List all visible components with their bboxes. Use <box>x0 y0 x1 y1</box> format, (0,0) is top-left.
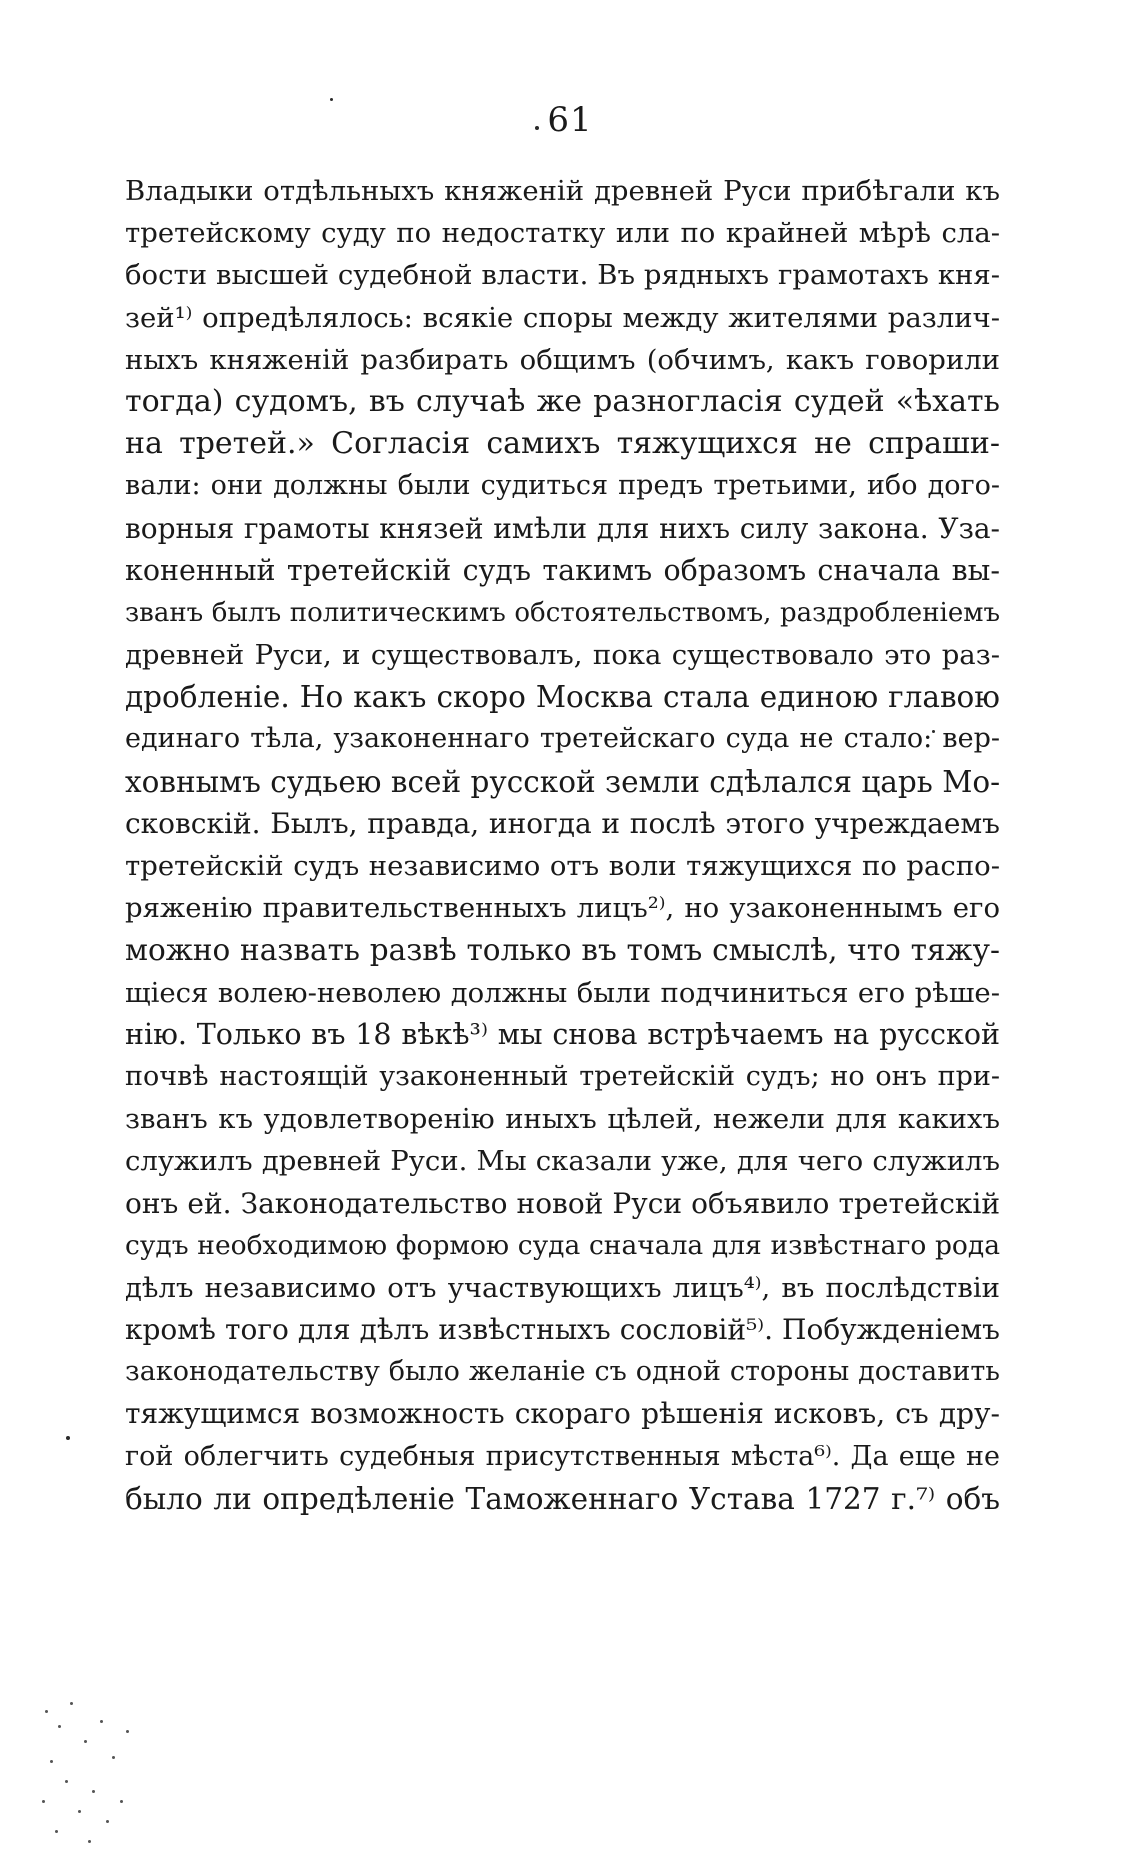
body-text <box>125 170 1000 1520</box>
text-line: дѣлъ независимо отъ участвующихъ лицъ⁴⁾, въ послѣдствіи <box>125 1271 1000 1304</box>
text-line: на третей.» Согласія самихъ тяжущихся не спраши- <box>125 426 1000 462</box>
text-line: древней Руси, и существовалъ, пока существовало это раз- <box>125 639 1000 672</box>
text-line: кромѣ того для дѣлъ извѣстныхъ сословій⁵⁾. Побужденіемъ <box>125 1313 1000 1347</box>
text-line: ряженію правительственныхъ лицъ²⁾, но узаконеннымъ его <box>125 892 1000 925</box>
text-line: тогда) судомъ, въ случаѣ же разногласія судей «ѣхать <box>125 383 1000 419</box>
page-number: 61 <box>547 100 593 140</box>
text-line: гой облегчить судебныя присутственныя мѣста⁶⁾. Да еще не <box>125 1440 1000 1472</box>
text-line: судъ необходимою формою суда сначала для извѣстнаго рода <box>125 1229 1000 1261</box>
text-line: Владыки отдѣльныхъ княженій древней Руси прибѣгали къ <box>125 175 1000 207</box>
text-line: нію. Только въ 18 вѣкѣ³⁾ мы снова встрѣчаемъ на русской <box>125 1017 1000 1051</box>
text-line: дробленіе. Но какъ скоро Москва стала единою главою <box>125 680 1000 715</box>
scan-noise <box>40 1690 150 1860</box>
text-line: третейскій судъ независимо отъ воли тяжущихся по распо- <box>125 850 1000 882</box>
text-line: зей¹⁾ опредѣлялось: всякіе споры между жителями различ- <box>125 301 1000 334</box>
ink-speck <box>535 126 539 130</box>
text-line: ховнымъ судьею всей русской земли сдѣлался царь Мо- <box>125 764 1000 799</box>
text-line: почвѣ настоящій узаконенный третейскій судъ; но онъ при- <box>125 1060 1000 1092</box>
text-line: бости высшей судебной власти. Въ рядныхъ грамотахъ кня- <box>125 259 1000 292</box>
text-line: законодательству было желаніе съ одной стороны доставить <box>125 1356 1000 1388</box>
text-line: званъ къ удовлетворенію иныхъ цѣлей, нежели для какихъ <box>125 1103 1000 1136</box>
text-line: тяжущимся возможность скораго рѣшенія исковъ, съ дру- <box>125 1397 1000 1431</box>
text-line: было ли опредѣленіе Таможеннаго Устава 1727 г.⁷⁾ объ <box>125 1481 1000 1516</box>
ink-speck <box>330 98 333 101</box>
text-line: коненный третейскій судъ такимъ образомъ сначала вы- <box>125 553 1000 587</box>
text-line: служилъ древней Руси. Мы сказали уже, для чего служилъ <box>125 1145 1000 1178</box>
text-line: ныхъ княженій разбирать общимъ (обчимъ, какъ говорили <box>125 343 1000 376</box>
text-line: сковскій. Былъ, правда, иногда и послѣ этого учреждаемъ <box>125 806 1000 840</box>
text-line: единаго тѣла, узаконеннаго третейскаго суда не стало: вер- <box>125 723 1000 755</box>
text-line: третейскому суду по недостатку или по крайней мѣрѣ сла- <box>125 217 1000 250</box>
text-line: вали: они должны были судиться предъ третьими, ибо дого- <box>125 470 1000 502</box>
text-line: ворныя грамоты князей имѣли для нихъ силу закона. Уза- <box>125 511 1000 545</box>
text-line: званъ былъ политическимъ обстоятельствомъ, раздробленіемъ <box>125 597 1000 628</box>
text-line: щіеся волею-неволею должны были подчиниться его рѣше- <box>125 976 1000 1009</box>
text-line: онъ ей. Законодательство новой Руси объявило третейскій <box>125 1186 1000 1220</box>
text-line: можно назвать развѣ только въ томъ смыслѣ, что тяжу- <box>125 933 1000 968</box>
ink-speck <box>66 1436 70 1440</box>
